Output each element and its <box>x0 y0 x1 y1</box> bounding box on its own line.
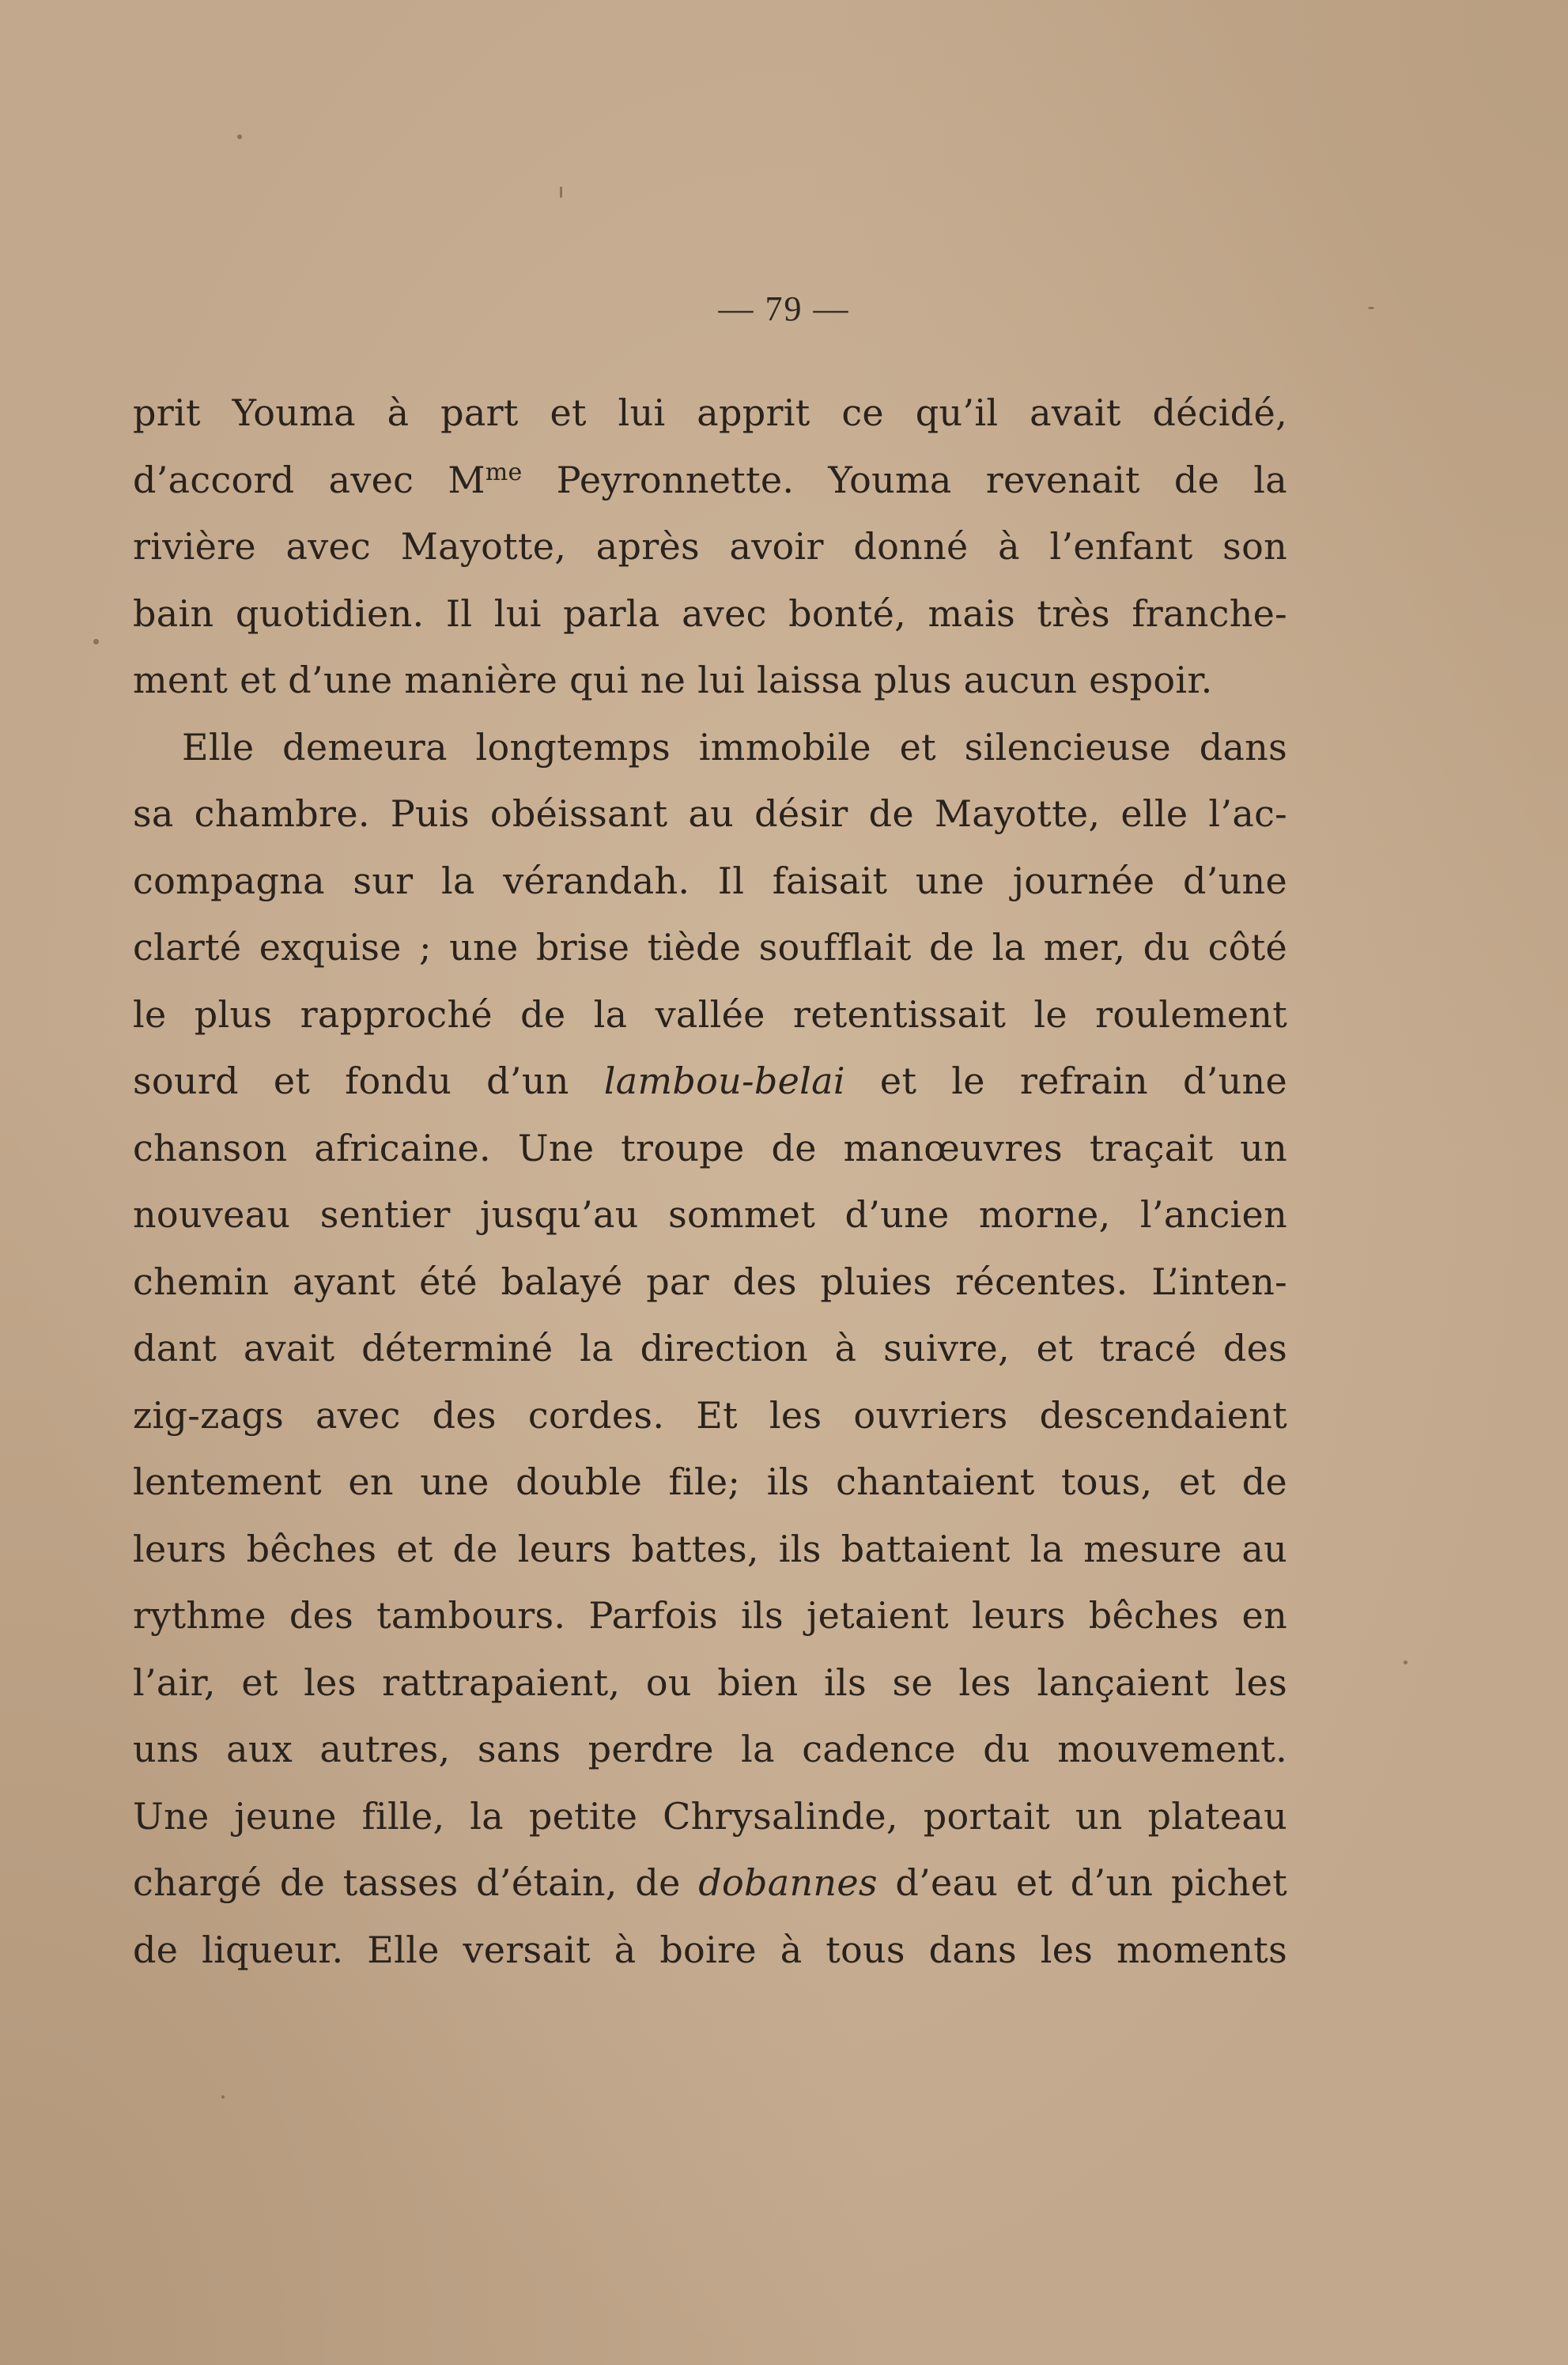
text-run: d’eau et d’un pichet <box>877 1861 1287 1904</box>
text-run: rivière avec Mayotte, après avoir donné à l’enfant son <box>133 525 1287 568</box>
paper-speck <box>221 2095 225 2099</box>
italic-term: lambou-belai <box>603 1060 845 1102</box>
text-line <box>133 1048 1287 1115</box>
text-line <box>133 848 1287 915</box>
text-line <box>133 1649 1287 1717</box>
text-run: chanson africaine. Une troupe de manœuvres traçait un <box>133 1126 1287 1169</box>
italic-term: dobannes <box>698 1861 878 1904</box>
text-line <box>133 1181 1287 1249</box>
text-line <box>133 714 1287 781</box>
text-run: Peyronnette. Youma revenait de la <box>522 458 1287 501</box>
text-line <box>133 380 1287 447</box>
body-text <box>133 380 1287 1983</box>
text-run: lentement en une double file; ils chantaient tous, et de <box>133 1460 1287 1503</box>
text-run: sa chambre. Puis obéissant au désir de Mayotte, elle l’ac- <box>133 792 1287 835</box>
text-run: d’accord avec M <box>133 458 486 501</box>
text-run: rythme des tambours. Parfois ils jetaient leurs bêches en <box>133 1594 1287 1637</box>
text-line <box>133 1115 1287 1182</box>
text-line <box>133 1716 1287 1783</box>
text-run: ment et d’une manière qui ne lui laissa plus aucun espoir. <box>133 659 1213 701</box>
text-line <box>133 1516 1287 1583</box>
text-line <box>133 647 1287 714</box>
text-line <box>133 580 1287 648</box>
text-run: le plus rapproché de la vallée retentissait le roulement <box>133 992 1287 1036</box>
text-line <box>133 1315 1287 1382</box>
superscript: me <box>485 458 523 486</box>
text-run: chargé de tasses d’étain, de <box>133 1861 699 1904</box>
text-run: uns aux autres, sans perdre la cadence du mouvement. <box>133 1728 1287 1770</box>
text-run: compagna sur la vérandah. Il faisait une journée d’une <box>133 859 1287 902</box>
text-run: bain quotidien. Il lui parla avec bonté, mais très franche- <box>133 591 1287 635</box>
text-line <box>133 513 1287 580</box>
text-run: prit Youma à part et lui apprit ce qu’il avait décidé, <box>133 391 1287 434</box>
text-line <box>133 447 1287 514</box>
text-run: de liqueur. Elle versait à boire à tous dans les moments <box>133 1928 1287 1971</box>
text-line <box>133 1449 1287 1516</box>
paper-speck <box>237 134 242 139</box>
text-line <box>133 1783 1287 1850</box>
text-run: nouveau sentier jusqu’au sommet d’une morne, l’ancien <box>133 1193 1287 1236</box>
paper-speck <box>560 187 562 198</box>
text-line <box>133 1582 1287 1649</box>
text-line <box>133 1849 1287 1917</box>
text-run: et le refrain d’une <box>844 1060 1287 1102</box>
text-run: sourd et fondu d’un <box>133 1060 604 1102</box>
text-line <box>133 914 1287 981</box>
text-run: l’air, et les rattrapaient, ou bien ils se les lançaient les <box>133 1660 1287 1704</box>
text-run: clarté exquise ; une brise tiède soufflait de la mer, du côté <box>133 926 1287 969</box>
text-run: zig-zags avec des cordes. Et les ouvriers descendaient <box>133 1393 1287 1437</box>
text-line <box>133 981 1287 1048</box>
text-run: dant avait déterminé la direction à suivre, et tracé des <box>133 1327 1287 1370</box>
paper-speck <box>93 639 99 644</box>
paper-speck <box>1404 1660 1407 1664</box>
text-run: Une jeune fille, la petite Chrysalinde, portait un plateau <box>133 1794 1287 1838</box>
text-run: chemin ayant été balayé par des pluies récentes. L’inten- <box>133 1260 1287 1303</box>
text-line <box>133 1917 1287 1984</box>
page-number: — 79 — <box>718 289 850 328</box>
text-line <box>133 780 1287 848</box>
text-run: Elle demeura longtemps immobile et silencieuse dans <box>182 725 1287 769</box>
text-line <box>133 1249 1287 1316</box>
text-run: leurs bêches et de leurs battes, ils battaient la mesure au <box>133 1527 1287 1570</box>
paper-speck <box>1368 307 1374 309</box>
text-line <box>133 1382 1287 1449</box>
